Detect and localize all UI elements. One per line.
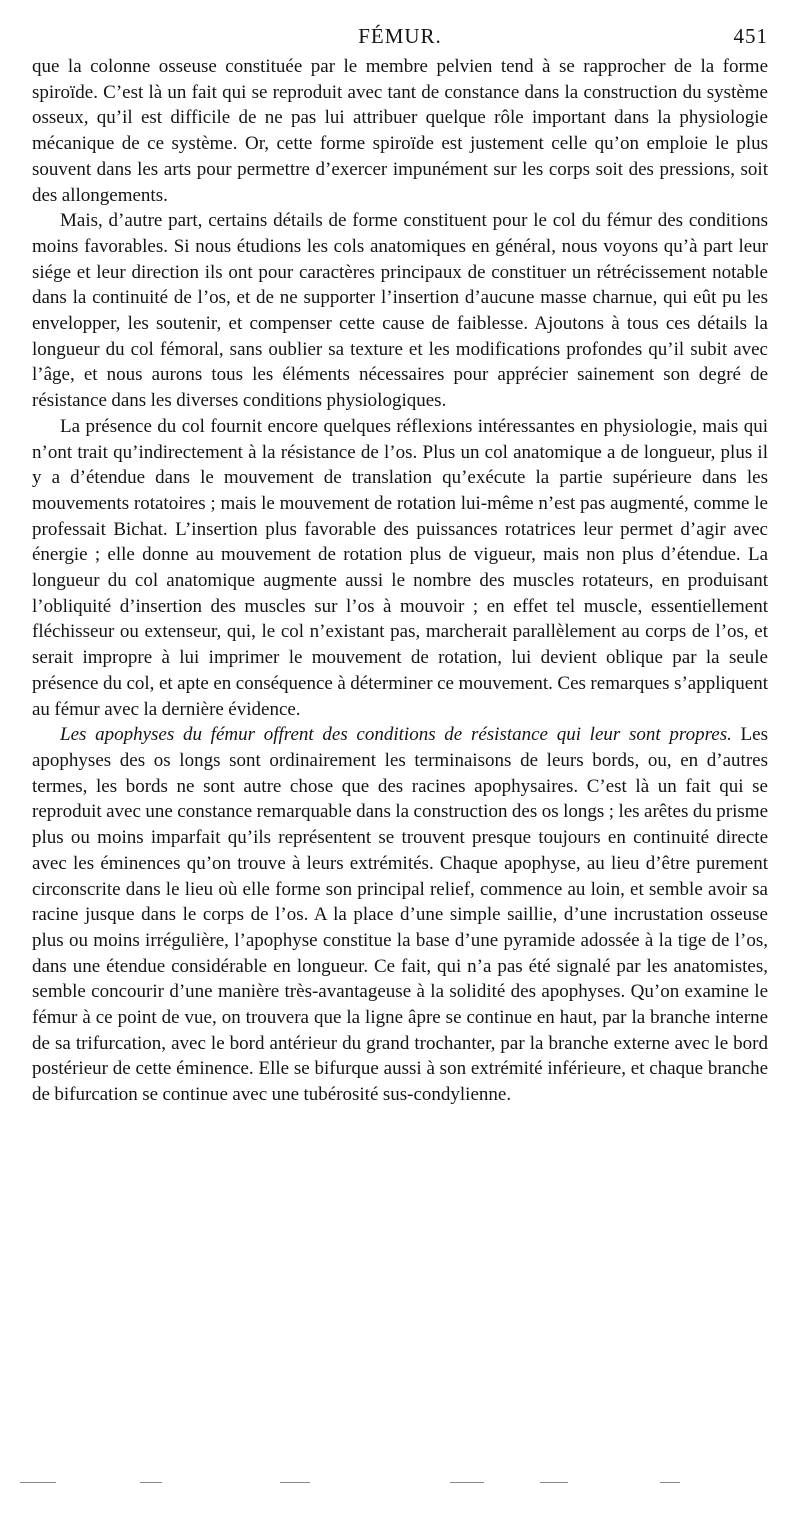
running-title: FÉMUR. <box>358 24 442 48</box>
page-number: 451 <box>733 24 768 48</box>
paragraph-text: que la colonne osseuse constituée par le membre pelvien tend à se rapprocher de la forme spiroïde. C’est là un fait qui se reproduit avec tant de constance dans la construction du système osseux, qu’il est difficile de ne pas lui attribuer quelque rôle important dans la physiologie mécanique de ce système. Or, cette forme spiroïde est justement celle qu’on emploie le plus souvent dans les arts pour permettre d’exercer impunément sur les corps soit des pressions, soit des allongements. <box>32 56 768 206</box>
paragraph-text: Les apophyses des os longs sont ordinairement les terminaisons de leurs bords, ou, en d’autres termes, les bords ne sont autre chose que des racines apophysaires. C’est là un fait qui se reproduit avec une constance remarquable dans la construction des os longs ; les arêtes du prisme plus ou moins imparfait qu’ils représentent se trouvent presque toujours en continuité directe avec les éminences qu’on trouve à leurs extrémités. Chaque apophyse, au lieu d’être purement circonscrite dans le lieu où elle forme son principal relief, commence au loin, et semble avoir sa racine jusque dans le corps de l’os. A la place d’une simple saillie, d’une incrustation osseuse plus ou moins irrégulière, l’apophyse constitue la base d’une pyramide adossée à la tige de l’os, dans une étendue considérable en longueur. Ce fait, qui n’a pas été signalé par les anatomistes, semble concourir d’une manière très-avantageuse à la solidité des apophyses. Qu’on examine le fémur à ce point de vue, on trouvera que la ligne âpre se continue en haut, par la branche interne de sa trifurcation, avec le bord antérieur du grand trochanter, par la branche externe avec le bord postérieur de cette éminence. Elle se bifurque aussi à son extrémité inférieure, et chaque branche de bifurcation se continue avec une tubérosité sus-condylienne. <box>32 724 768 1106</box>
paragraph-text: Mais, d’autre part, certains détails de forme constituent pour le col du fémur des conditions moins favorables. Si nous étudions les cols anatomiques en général, nous voyons qu’à part leur siége et leur direction ils ont pour caractères principaux de constituer un rétrécissement notable dans la continuité de l’os, et de ne supporter l’insertion d’aucune masse charnue, qui eût pu les envelopper, les soutenir, et compenser cette cause de faiblesse. Ajoutons à tous ces détails la longueur du col fémoral, sans oublier sa texture et les modifications profondes qu’il subit avec l’âge, et nous aurons tous les éléments nécessaires pour apprécier sainement son degré de résistance dans les diverses conditions physiologiques. <box>32 210 768 412</box>
book-page <box>32 24 768 1108</box>
paragraph-femoral-neck <box>32 208 768 414</box>
paragraph-spiroid-form <box>32 54 768 208</box>
paragraph-text: La présence du col fournit encore quelques réflexions intéressantes en physiologie, mais qui n’ont trait qu’indirectement à la résistance de l’os. Plus un col anatomique a de longueur, plus il y a d’étendue dans le mouvement de translation qu’exécute la partie supérieure dans les mouvements rotatoires ; mais le mouvement de rotation lui-même n’est pas augmenté, comme le professait Bichat. L’insertion plus favorable des puissances rotatrices leur permet d’agir avec énergie ; elle donne au mouvement de rotation plus de vigueur, mais non plus d’étendue. La longueur du col anatomique augmente aussi le nombre des muscles rotateurs, en produisant l’obliquité d’insertion des muscles sur l’os à mouvoir ; en effet tel muscle, essentiellement fléchisseur ou extenseur, qui, le col n’existant pas, marcherait parallèlement au corps de l’os, et serait impropre à lui imprimer le mouvement de rotation, lui devient oblique par la seule présence du col, et apte en conséquence à déterminer ce mouvement. Ces remarques s’appliquent au fémur avec la dernière évidence. <box>32 415 768 720</box>
bottom-scan-marks <box>20 1482 780 1484</box>
italic-lead-sentence: Les apophyses du fémur offrent des conditions de résistance qui leur sont propres. <box>60 724 732 746</box>
paragraph-apophyses <box>32 722 768 1108</box>
paragraph-neck-physiology <box>32 414 768 722</box>
running-head <box>32 24 768 54</box>
body-text <box>32 54 768 1108</box>
